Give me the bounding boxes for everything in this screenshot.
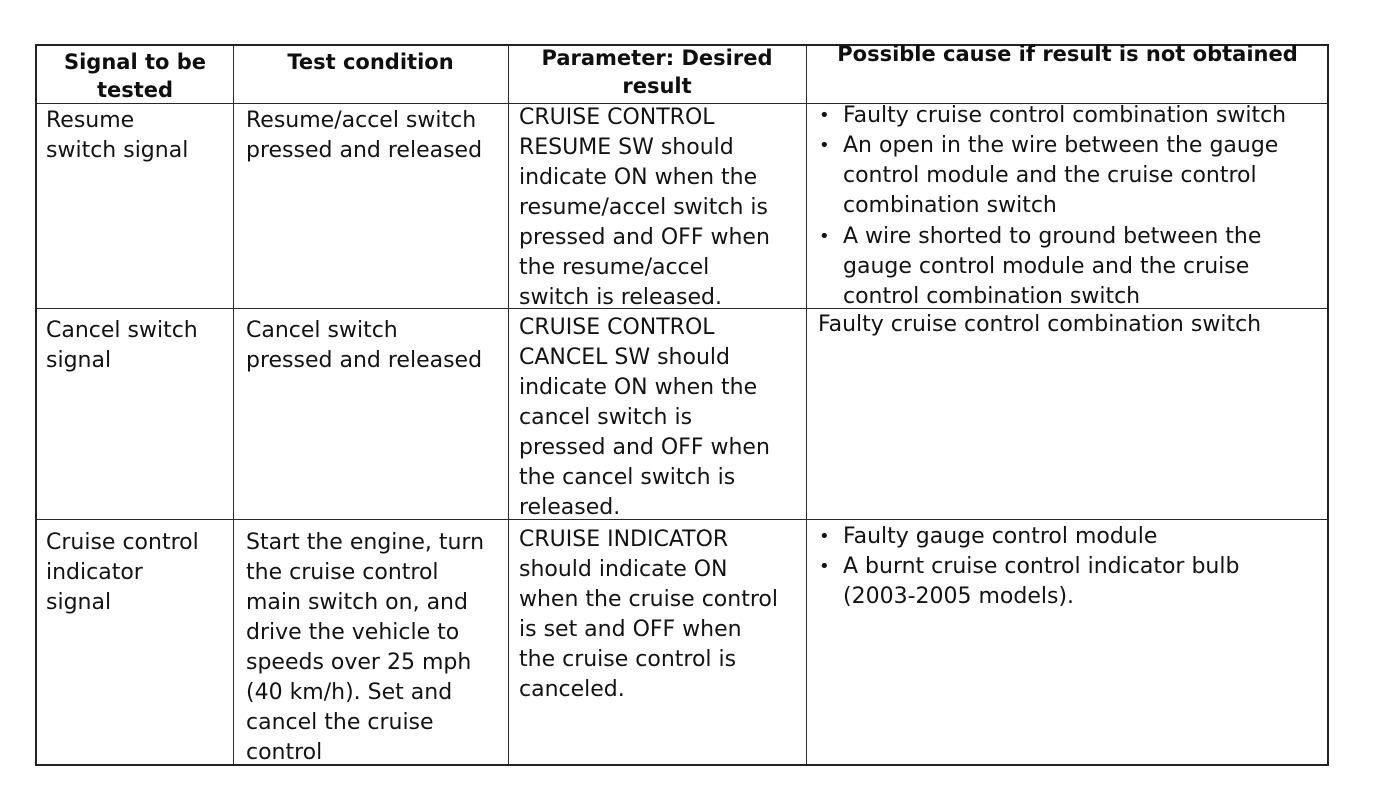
cell-line: A wire shorted to ground between the bbox=[843, 224, 1262, 249]
header-line: Test condition bbox=[287, 50, 454, 74]
bullet-icon: • bbox=[819, 105, 830, 126]
cell-line: drive the vehicle to bbox=[246, 620, 460, 645]
cell-line: cancel the cruise bbox=[246, 710, 434, 735]
bullet-icon: • bbox=[819, 226, 830, 247]
header-parameter-desired-result bbox=[508, 44, 806, 100]
cell-line: control bbox=[246, 740, 323, 765]
cell-line: pressed and released bbox=[246, 348, 483, 373]
cell-line: Faulty cruise control combination switch bbox=[843, 103, 1287, 128]
cell-line: pressed and OFF when bbox=[519, 435, 770, 460]
cell-line: pressed and released bbox=[246, 138, 483, 163]
cruise-control-signal-table bbox=[35, 44, 1329, 766]
header-line: tested bbox=[96, 78, 174, 102]
cell-line: gauge control module and the cruise bbox=[843, 254, 1250, 279]
cell-line: canceled. bbox=[519, 677, 625, 702]
cell-line: signal bbox=[46, 590, 112, 615]
cell-line: Resume/accel switch bbox=[246, 108, 477, 133]
row1-cause-bullet bbox=[819, 222, 1262, 312]
column-divider bbox=[806, 46, 807, 764]
header-signal-to-be-tested bbox=[37, 48, 233, 104]
cell-line: speeds over 25 mph bbox=[246, 650, 472, 675]
cell-line: switch signal bbox=[46, 138, 189, 163]
cell-line: CRUISE CONTROL bbox=[519, 105, 715, 130]
cell-line: Resume bbox=[46, 108, 135, 133]
cell-line: should indicate ON bbox=[519, 557, 728, 582]
cell-line: when the cruise control bbox=[519, 587, 778, 612]
row2-parameter bbox=[519, 313, 770, 523]
cell-line: Cancel switch bbox=[246, 318, 398, 343]
cell-line: signal bbox=[46, 348, 112, 373]
cell-line: indicator bbox=[46, 560, 143, 585]
cell-line: the resume/accel bbox=[519, 255, 710, 280]
header-line: Parameter: Desired bbox=[541, 46, 773, 70]
cell-line: pressed and OFF when bbox=[519, 225, 770, 250]
cell-line: combination switch bbox=[843, 193, 1057, 218]
cell-line: control combination switch bbox=[843, 284, 1141, 309]
cell-line: indicate ON when the bbox=[519, 165, 758, 190]
cell-line: Start the engine, turn bbox=[246, 530, 485, 555]
cell-line: CRUISE CONTROL bbox=[519, 315, 715, 340]
row2-cause bbox=[818, 310, 1261, 340]
row3-cause-bullet bbox=[819, 552, 1240, 612]
cell-line: Cruise control bbox=[46, 530, 199, 555]
cell-line: switch is released. bbox=[519, 285, 722, 310]
cell-line: the cancel switch is bbox=[519, 465, 736, 490]
row1-cause-bullet bbox=[819, 131, 1279, 221]
cell-line: resume/accel switch is bbox=[519, 195, 768, 220]
row1-signal bbox=[46, 106, 188, 166]
header-line: Signal to be bbox=[63, 50, 207, 74]
row3-parameter bbox=[519, 525, 778, 705]
cell-line: CANCEL SW should bbox=[519, 345, 730, 370]
cell-line: the cruise control bbox=[246, 560, 439, 585]
cell-line: is set and OFF when bbox=[519, 617, 742, 642]
cell-line: Faulty cruise control combination switch bbox=[818, 312, 1262, 337]
header-line: result bbox=[622, 74, 692, 98]
header-possible-cause bbox=[806, 40, 1329, 68]
row3-test-condition bbox=[246, 528, 484, 768]
cell-line: the cruise control is bbox=[519, 647, 737, 672]
cell-line: An open in the wire between the gauge bbox=[843, 133, 1279, 158]
cell-line: (2003-2005 models). bbox=[843, 584, 1075, 609]
bullet-icon: • bbox=[819, 556, 830, 577]
header-test-condition bbox=[233, 48, 508, 76]
row1-cause-bullet bbox=[819, 101, 1287, 131]
cell-line: main switch on, and bbox=[246, 590, 468, 615]
row1-parameter bbox=[519, 103, 770, 313]
cell-line: A burnt cruise control indicator bulb bbox=[843, 554, 1240, 579]
bullet-icon: • bbox=[819, 135, 830, 156]
cell-line: control module and the cruise control bbox=[843, 163, 1257, 188]
row1-test-condition bbox=[246, 106, 482, 166]
cell-line: (40 km/h). Set and bbox=[246, 680, 453, 705]
row3-signal bbox=[46, 528, 199, 618]
cell-line: Cancel switch bbox=[46, 318, 198, 343]
cell-line: cancel switch is bbox=[519, 405, 693, 430]
header-line: Possible cause if result is not obtained bbox=[837, 42, 1298, 66]
row2-signal bbox=[46, 316, 198, 376]
column-divider bbox=[508, 46, 509, 764]
column-divider bbox=[233, 46, 234, 764]
cell-line: Faulty gauge control module bbox=[843, 524, 1158, 549]
bullet-icon: • bbox=[819, 526, 830, 547]
row2-test-condition bbox=[246, 316, 482, 376]
row3-cause-bullet bbox=[819, 522, 1158, 552]
cell-line: CRUISE INDICATOR bbox=[519, 527, 729, 552]
cell-line: indicate ON when the bbox=[519, 375, 758, 400]
cell-line: RESUME SW should bbox=[519, 135, 734, 160]
cell-line: released. bbox=[519, 495, 621, 520]
